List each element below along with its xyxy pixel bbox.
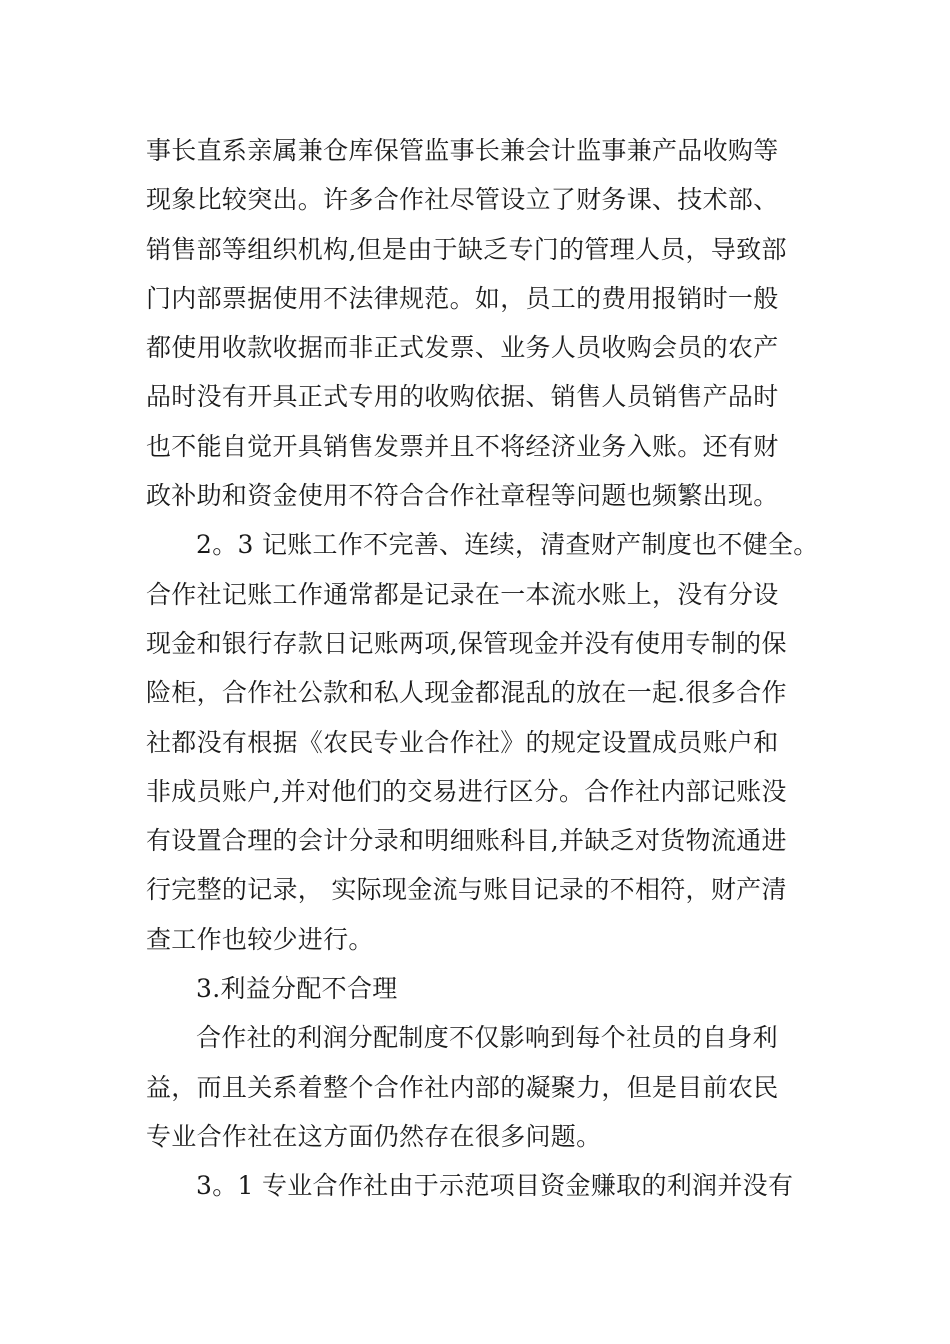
section-heading-3-1: 3。1 专业合作社由于示范项目资金赚取的利润并没有	[196, 1171, 794, 1201]
body-text	[146, 126, 819, 1211]
text-line: 查工作也较少进行。	[146, 924, 374, 954]
text-line: 行完整的记录， 实际现金流与账目记录的不相符，财产清	[146, 875, 787, 905]
text-line: 益，而且关系着整个合作社内部的凝聚力，但是目前农民	[146, 1072, 779, 1102]
text-line: 品时没有开具正式专用的收购依据、销售人员销售产品时	[146, 382, 779, 412]
section-heading-3: 3.利益分配不合理	[196, 974, 398, 1004]
text-line: 合作社记账工作通常都是记录在一本流水账上，没有分设	[146, 579, 779, 609]
text-line: 事长直系亲属兼仓库保管监事长兼会计监事兼产品收购等	[146, 136, 779, 165]
text-line: 门内部票据使用不法律规范。如，员工的费用报销时一般	[146, 283, 779, 313]
text-line: 政补助和资金使用不符合合作社章程等问题也频繁出现。	[146, 481, 779, 511]
text-line: 都使用收款收据而非正式发票、业务人员收购会员的农产	[146, 333, 779, 363]
paragraph-start: 合作社的利润分配制度不仅影响到每个社员的自身利	[196, 1023, 778, 1053]
text-line: 也不能自觉开具销售发票并且不将经济业务入账。还有财	[146, 431, 779, 461]
text-line: 现象比较突出。许多合作社尽管设立了财务课、技术部、	[146, 185, 779, 215]
text-line: 非成员账户,并对他们的交易进行区分。合作社内部记账没	[146, 776, 787, 806]
text-line: 现金和银行存款日记账两项,保管现金并没有使用专制的保	[146, 628, 787, 658]
section-heading-2-3: 2。3 记账工作不完善、连续，清查财产制度也不健全。	[196, 530, 819, 560]
text-line: 专业合作社在这方面仍然存在很多问题。	[146, 1121, 602, 1151]
text-line: 销售部等组织机构,但是由于缺乏专门的管理人员，导致部	[146, 234, 787, 264]
text-line: 险柜，合作社公款和私人现金都混乱的放在一起.很多合作	[146, 678, 787, 708]
text-line: 有设置合理的会计分录和明细账科目,并缺乏对货物流通进	[146, 826, 787, 856]
text-line: 社都没有根据《农民专业合作社》的规定设置成员账户和	[146, 727, 779, 757]
